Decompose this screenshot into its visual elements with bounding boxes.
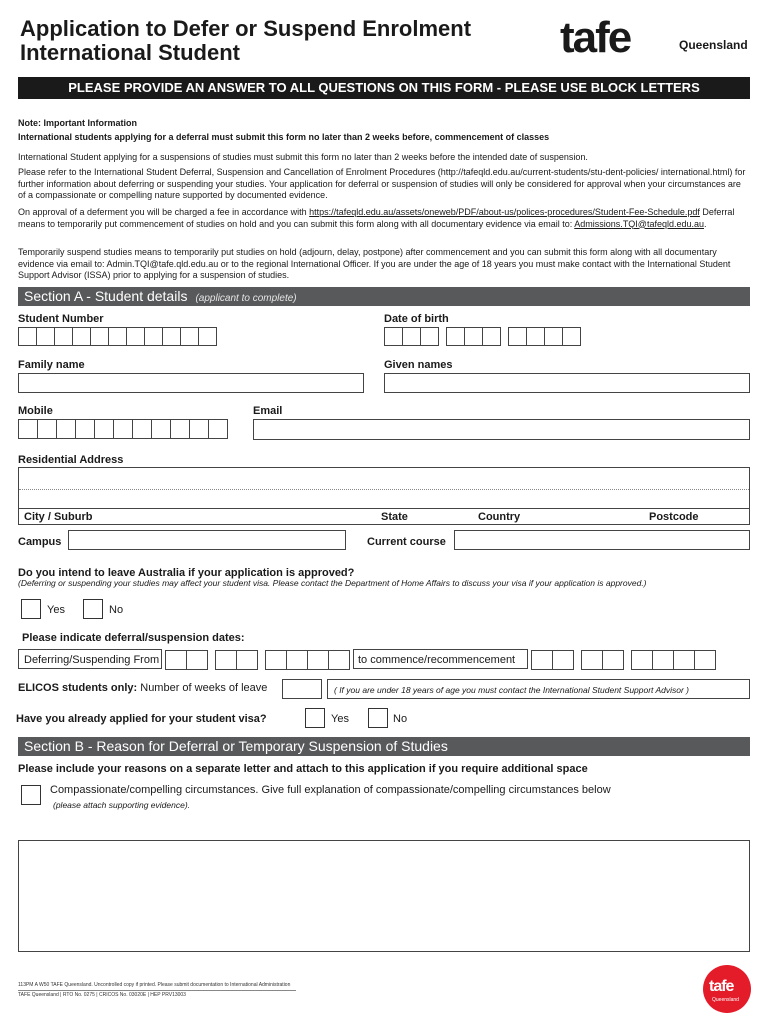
leave-no-label: No bbox=[109, 604, 124, 616]
para3-text-a: On approval of a deferment you will be charged a fee in accordance with bbox=[18, 207, 310, 217]
leave-yes-checkbox[interactable] bbox=[21, 599, 41, 619]
section-a-title: Section A - Student details bbox=[24, 288, 188, 304]
elicos-note: ( If you are under 18 years of age you must contact the International Student Support Advisor ) bbox=[334, 685, 689, 695]
section-b-header bbox=[18, 737, 750, 756]
to-label: to commence/recommencement bbox=[358, 654, 516, 666]
footer-logo-sub: Queensland bbox=[712, 997, 739, 1003]
notes-para4: Temporarily suspend studies means to temporarily put studies on hold (adjourn, delay, postpone) after commencement and you can submit this form along with all documentary evidence via email to: Admin.TQI@tafe.qld.edu.au or to the regional International Officer. If you are under the age of 18 years you must make contact with the International Student Support Advisor (ISSA) prior to applying for a suspension of studies. bbox=[18, 247, 731, 280]
campus-field[interactable] bbox=[68, 530, 346, 550]
visa-question: Have you already applied for your student visa? bbox=[16, 713, 267, 725]
fee-schedule-link[interactable]: https://tafeqld.edu.au/assets/oneweb/PDF/about-us/polices-procedures/Student-Fee-Schedule.pdf bbox=[309, 207, 700, 217]
compassionate-note: (please attach supporting evidence). bbox=[53, 800, 191, 810]
elicos-label bbox=[18, 682, 267, 694]
dob-boxes[interactable] bbox=[385, 327, 581, 346]
footer-divider bbox=[18, 990, 296, 991]
title-line2: International Student bbox=[20, 40, 240, 65]
elicos-text: Number of weeks of leave bbox=[137, 682, 268, 694]
leave-note: (Deferring or suspending your studies may affect your student visa. Please contact the Department of Home Affairs to discuss your visa if your application is approved.) bbox=[18, 578, 647, 588]
family-name-label: Family name bbox=[18, 359, 85, 371]
postcode-label: Postcode bbox=[649, 511, 699, 523]
notes-para1: International Student applying for a suspensions of studies must submit this form no later than 2 weeks before the intended date of suspension. bbox=[18, 152, 588, 162]
given-names-label: Given names bbox=[384, 359, 453, 371]
notes-para3 bbox=[18, 207, 750, 230]
section-b-instruction: Please include your reasons on a separate letter and attach to this application if you require additional space bbox=[18, 763, 588, 775]
notes-line1: International students applying for a deferral must submit this form no later than 2 weeks before, commencement of classes bbox=[18, 132, 550, 142]
footer-logo-text: tafe bbox=[709, 978, 734, 995]
dob-label: Date of birth bbox=[384, 313, 449, 325]
student-number-boxes[interactable] bbox=[19, 327, 217, 346]
campus-label: Campus bbox=[18, 536, 62, 548]
notes-para2: Please refer to the International Student Deferral, Suspension and Cancellation of Enrolment Procedures (http://tafeqld.edu.au/current-students/stu-dent-policies/ international.html) for further information about deferring or suspending your studies. Your application for deferral or suspension of studies will only be considered for approval when your circumstances are of a compassionate or compelling nature supported by documented evidence. bbox=[18, 167, 746, 200]
section-b-title: Section B - Reason for Deferral or Temporary Suspension of Studies bbox=[24, 738, 448, 754]
tafe-footer-logo bbox=[703, 965, 751, 1013]
explanation-box[interactable] bbox=[18, 840, 750, 952]
admissions-email-link[interactable]: Admissions.TQI@tafeqld.edu.au bbox=[574, 218, 704, 229]
to-date-boxes[interactable] bbox=[532, 650, 716, 670]
family-name-field[interactable] bbox=[18, 373, 364, 393]
instructions-banner: PLEASE PROVIDE AN ANSWER TO ALL QUESTIONS ON THIS FORM - PLEASE USE BLOCK LETTERS bbox=[18, 77, 750, 99]
current-course-label: Current course bbox=[367, 536, 446, 548]
leave-question: Do you intend to leave Australia if your application is approved? bbox=[18, 567, 355, 579]
visa-yes-label: Yes bbox=[331, 713, 349, 725]
notes-heading: Note: Important Information bbox=[18, 118, 137, 128]
leave-yes-label: Yes bbox=[47, 604, 65, 616]
mobile-boxes[interactable] bbox=[19, 419, 228, 439]
page-title bbox=[20, 17, 471, 65]
student-number-label: Student Number bbox=[18, 313, 104, 325]
elicos-weeks-field[interactable] bbox=[282, 679, 322, 699]
dates-label: Please indicate deferral/suspension dates: bbox=[22, 632, 245, 644]
para3-text-b: Deferral means to temporarily put commencement of studies on hold and you can submit this form along with all documentary evidence via email to: bbox=[18, 207, 735, 229]
para3-text-c: . bbox=[704, 218, 707, 229]
given-names-field[interactable] bbox=[384, 373, 750, 393]
current-course-field[interactable] bbox=[454, 530, 750, 550]
from-date-boxes[interactable] bbox=[166, 650, 350, 670]
elicos-bold: ELICOS students only: bbox=[18, 682, 138, 694]
logo-sub: Queensland bbox=[679, 38, 748, 52]
visa-no-checkbox[interactable] bbox=[368, 708, 388, 728]
email-label: Email bbox=[253, 405, 283, 417]
email-field[interactable] bbox=[253, 419, 750, 440]
section-a-header bbox=[18, 287, 750, 306]
city-label: City / Suburb bbox=[24, 511, 93, 523]
footer-line1: 113PM A W50 TAFE Queensland. Uncontrolled copy if printed. Please submit documentation to International Administration bbox=[18, 982, 291, 988]
logo-main: tafe bbox=[560, 13, 631, 62]
from-label: Deferring/Suspending From bbox=[24, 654, 160, 666]
section-a-subtitle: (applicant to complete) bbox=[195, 293, 297, 304]
compassionate-checkbox[interactable] bbox=[21, 785, 41, 805]
compassionate-option: Compassionate/compelling circumstances. Give full explanation of compassionate/compelling circumstances below bbox=[50, 784, 611, 796]
title-line1: Application to Defer or Suspend Enrolment bbox=[20, 16, 472, 41]
visa-no-label: No bbox=[393, 713, 408, 725]
footer-line2: TAFE Queensland | RTO No. 0275 | CRICOS No. 03020E | HEP PRV13003 bbox=[18, 992, 186, 998]
tafe-logo bbox=[560, 13, 748, 62]
visa-yes-checkbox[interactable] bbox=[305, 708, 325, 728]
residential-address-label: Residential Address bbox=[18, 454, 124, 466]
country-label: Country bbox=[478, 511, 521, 523]
state-label: State bbox=[381, 511, 408, 523]
leave-no-checkbox[interactable] bbox=[83, 599, 103, 619]
mobile-label: Mobile bbox=[18, 405, 53, 417]
